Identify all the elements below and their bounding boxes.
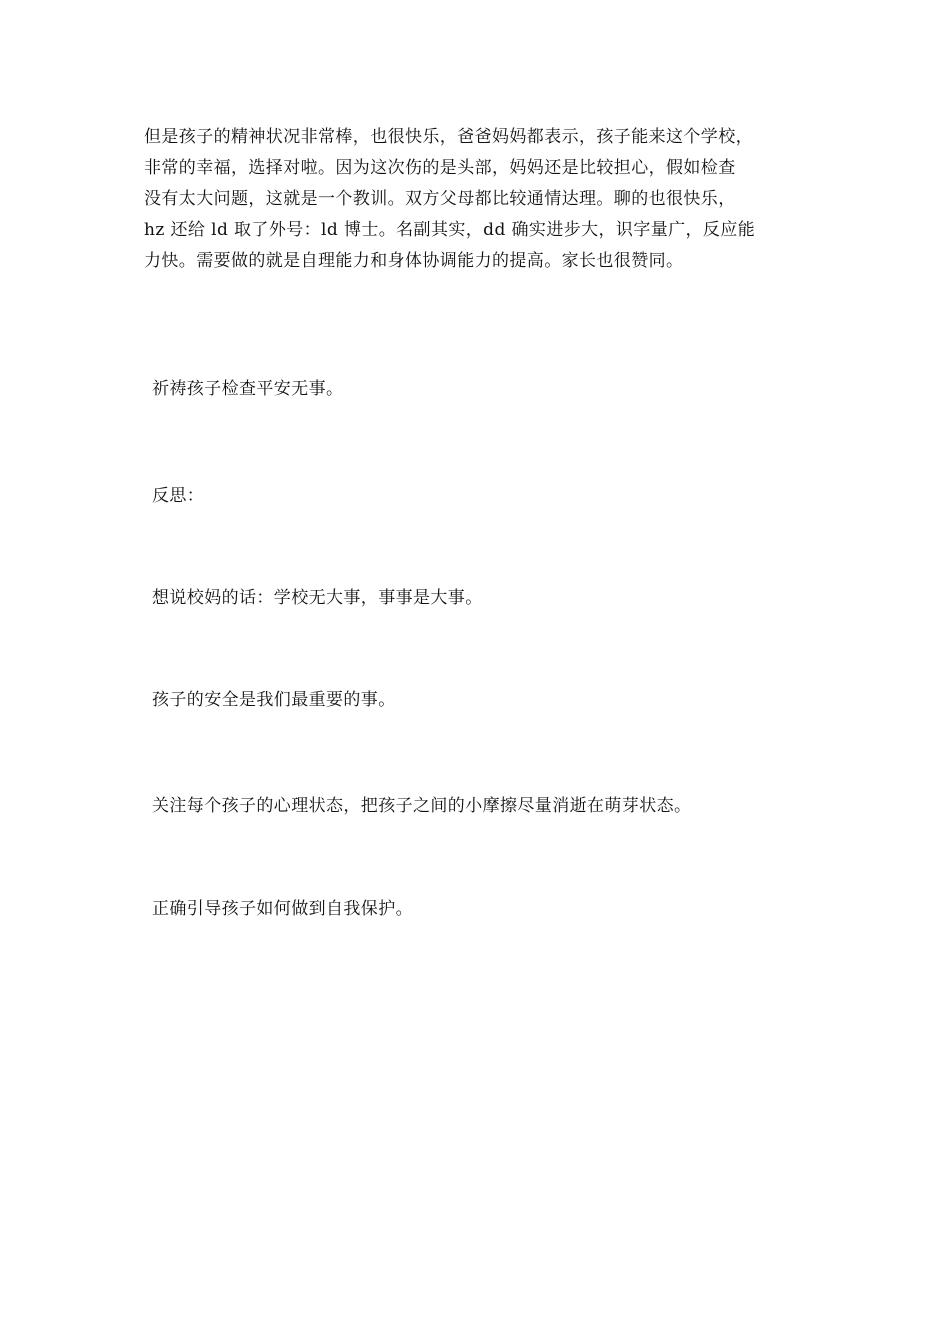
- intro-line-2: 非常的幸福，选择对啦。因为这次伤的是头部，妈妈还是比较担心，假如检查: [144, 158, 736, 178]
- intro-paragraph: [144, 122, 804, 277]
- intro-line-4: hz 还给 ld 取了外号：ld 博士。名副其实，dd 确实进步大，识字量广，反应能: [144, 220, 756, 240]
- prayer-paragraph: 祈祷孩子检查平安无事。: [152, 379, 344, 399]
- intro-line-5: 力快。需要做的就是自理能力和身体协调能力的提高。家长也很赞同。: [144, 251, 684, 271]
- intro-line-3: 没有太大问题，这就是一个教训。双方父母都比较通情达理。聊的也很快乐，: [144, 189, 736, 209]
- reflection-item-safety: 孩子的安全是我们最重要的事。: [152, 690, 396, 710]
- reflection-heading: 反思：: [152, 486, 205, 506]
- reflection-item-psychology: 关注每个孩子的心理状态，把孩子之间的小摩擦尽量消逝在萌芽状态。: [152, 796, 692, 816]
- reflection-item-school: 想说校妈的话：学校无大事，事事是大事。: [152, 588, 483, 608]
- intro-line-1: 但是孩子的精神状况非常棒，也很快乐，爸爸妈妈都表示，孩子能来这个学校，: [144, 127, 753, 147]
- reflection-item-self-protection: 正确引导孩子如何做到自我保护。: [152, 899, 413, 919]
